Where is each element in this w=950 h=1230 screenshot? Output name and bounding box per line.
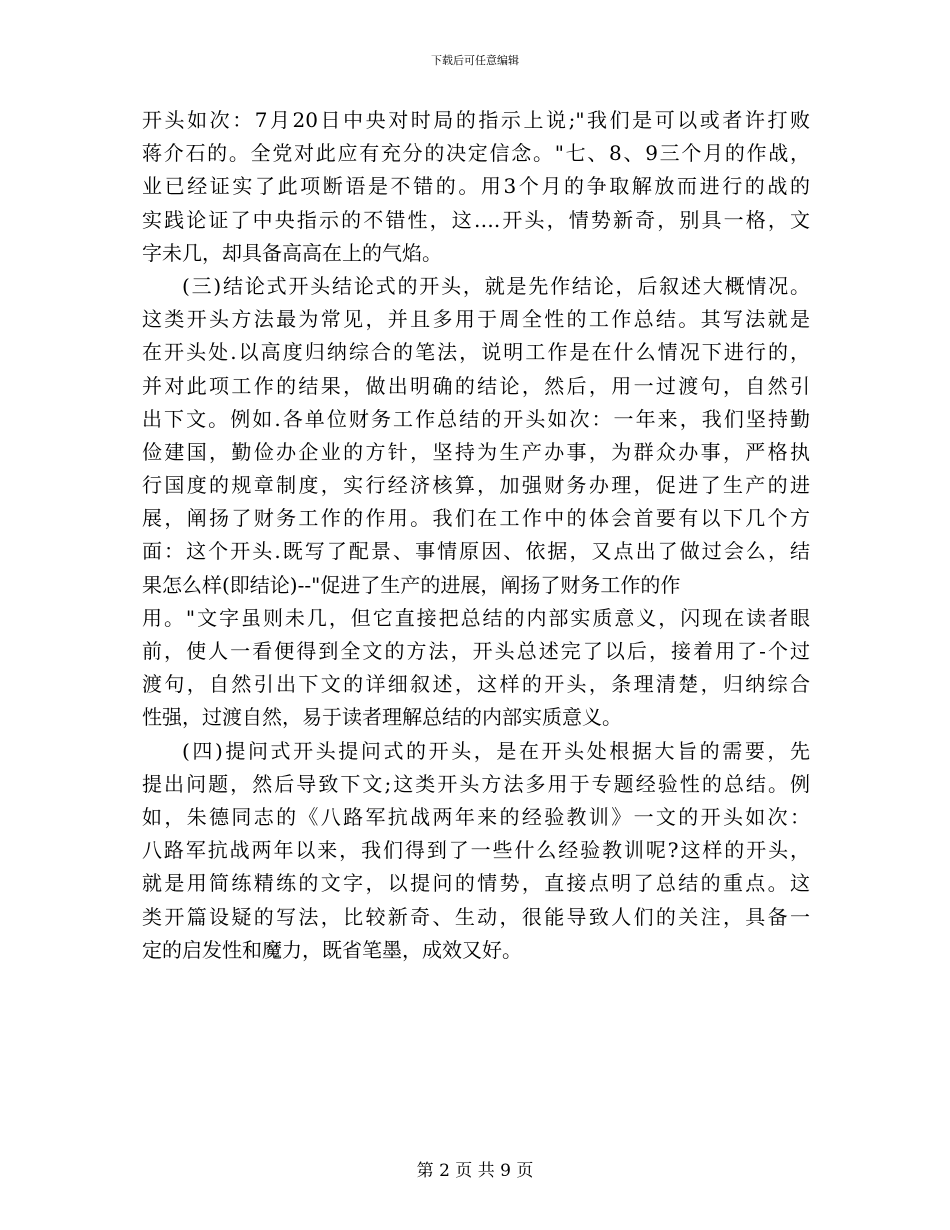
page-header: 下载后可任意编辑	[431, 54, 519, 67]
text-line: 俭建国，勤俭办企业的方针，坚持为生产办事，为群众办事，严格执	[142, 439, 810, 464]
text-line: 实践论证了中央指示的不错性，这….开头，情势新奇，别具一格，文	[142, 207, 810, 232]
text-line: 面：这个开头.既写了配景、事情原因、依据，又点出了做过会么，结	[142, 539, 810, 564]
text-line: 类开篇设疑的写法，比较新奇、生动，很能导致人们的关注，具备一	[142, 904, 810, 929]
text-line: 蒋介石的。全党对此应有充分的决定信念。"七、8、9三个月的作战，	[142, 141, 810, 166]
text-line: 用。"文字虽则未几，但它直接把总结的内部实质意义，闪现在读者眼	[142, 605, 810, 630]
text-line: 行国度的规章制度，实行经济核算，加强财务办理，促进了生产的进	[142, 473, 810, 498]
page-number-footer: 第 2 页 共 9 页	[416, 1161, 534, 1181]
text-line: 提出问题，然后导致下文;这类开头方法多用于专题经验性的总结。例	[142, 771, 810, 796]
text-line: 八路军抗战两年以来，我们得到了一些什么经验教训呢?这样的开头，	[142, 838, 810, 863]
text-line: 这类开头方法最为常见，并且多用于周全性的工作总结。其写法就是	[142, 307, 810, 332]
text-line: 如，朱德同志的《八路军抗战两年来的经验教训》一文的开头如次：	[142, 804, 810, 829]
text-line: 在开头处.以高度归纳综合的笔法，说明工作是在什么情况下进行的，	[142, 340, 810, 365]
text-line: 展，阐扬了财务工作的作用。我们在工作中的体会首要有以下几个方	[142, 506, 810, 531]
text-line: 前，使人一看便得到全文的方法，开头总述完了以后，接着用了-个过	[142, 639, 810, 663]
text-line: 就是用简练精练的文字，以提问的情势，直接点明了总结的重点。这	[142, 871, 810, 896]
text-line: 性强，过渡自然，易于读者理解总结的内部实质意义。	[142, 705, 622, 730]
text-line: (三)结论式开头结论式的开头，就是先作结论，后叙述大概情况。	[182, 273, 810, 298]
text-line: 果怎么样(即结论)--"促进了生产的进展，阐扬了财务工作的作	[142, 572, 681, 597]
text-line: 并对此项工作的结果，做出明确的结论，然后，用一过渡句，自然引	[142, 373, 810, 398]
paragraph	[142, 270, 810, 735]
text-line: 渡句，自然引出下文的详细叙述，这样的开头，条理清楚，归纳综合	[142, 672, 810, 697]
text-line: 字未几，却具备高高在上的气焰。	[142, 240, 442, 265]
text-line: 出下文。例如.各单位财务工作总结的开头如次：一年来，我们坚持勤	[142, 406, 810, 431]
paragraph	[142, 104, 810, 270]
text-line: 业已经证实了此项断语是不错的。用3个月的争取解放而进行的战的	[142, 174, 810, 199]
text-line: (四)提问式开头提问式的开头，是在开头处根据大旨的需要，先	[182, 738, 810, 763]
document-body	[142, 104, 810, 967]
text-line: 定的启发性和魔力，既省笔墨，成效又好。	[142, 937, 522, 962]
paragraph	[142, 735, 810, 967]
text-line: 开头如次：7月20日中央对时局的指示上说;"我们是可以或者许打败	[142, 108, 810, 132]
